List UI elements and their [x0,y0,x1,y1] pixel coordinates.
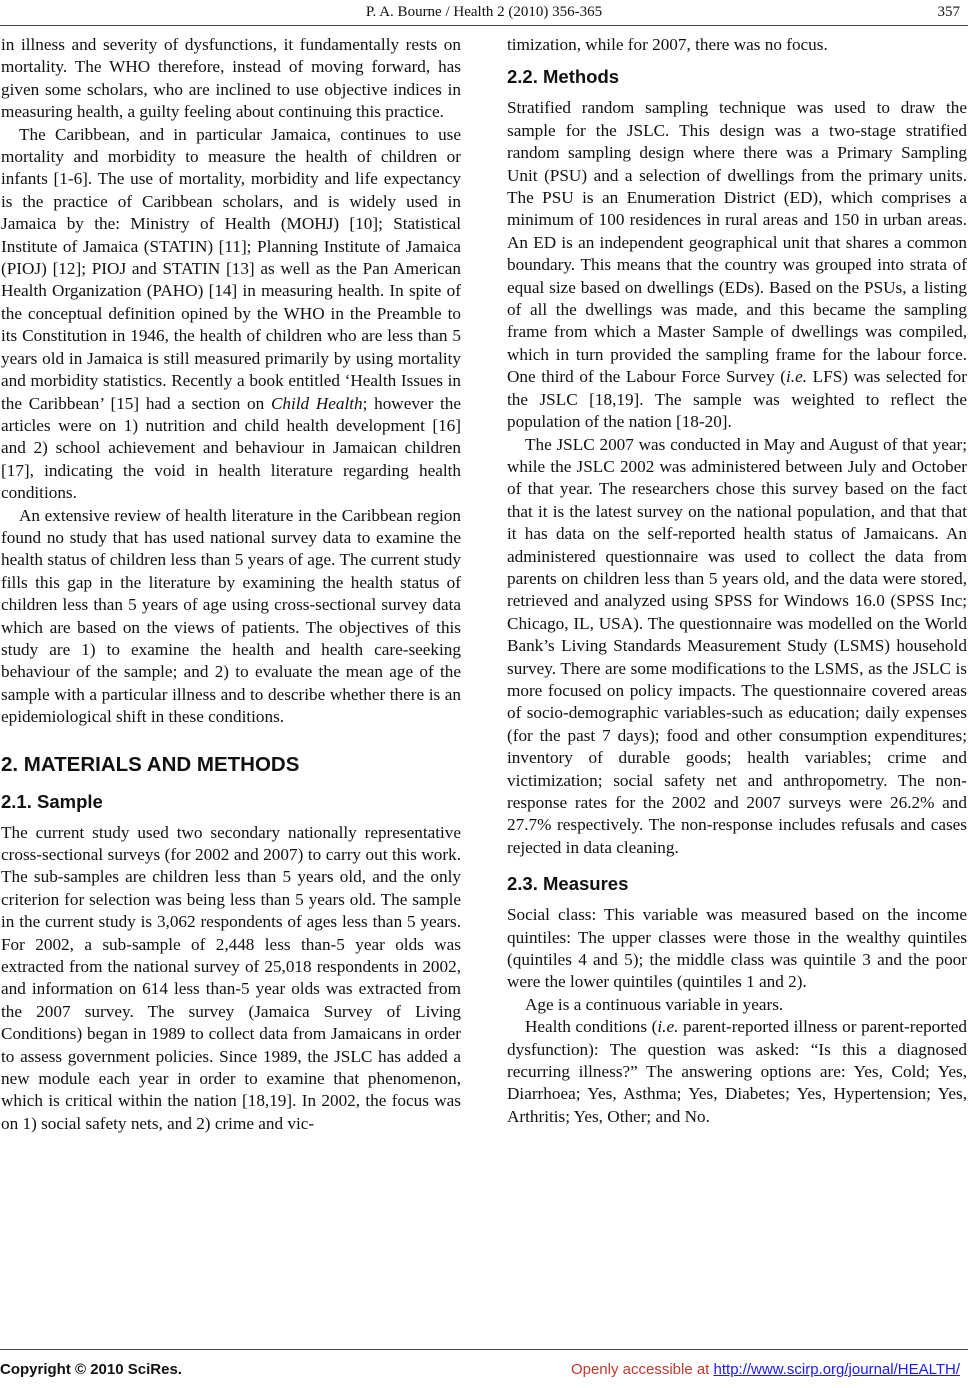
paragraph: Stratified random sampling technique was used to draw the sample for the JSLC. This design was a two-stage stratified random sampling design where there was a Primary Sampling Unit (PSU) and a selection of dwellings from the primary units. The PSU is an Enumeration District (ED), which comprises a minimum of 100 residences in rural areas and 150 in urban areas. An ED is an independent geographical unit that shares a common boundary. This means that the country was grouped into strata of equal size based on dwellings (EDs). Based on the PSUs, a listing of all the dwellings was made, and this became the sampling frame from which a Master Sample of dwellings was compiled, which in turn provided the sampling frame for the labour force. One third of the Labour Force Survey (i.e. LFS) was selected for the JSLC [18,19]. The sample was weighted to reflect the population of the nation [18-20]. [507,98,967,432]
paragraph: An extensive review of health literature in the Caribbean region found no study that has used national survey data to examine the health status of children less than 5 years of age. The current study fills this gap in the literature by examining the health status of children less than 5 years of age using cross-sectional survey data which are based on the views of patients. The objectives of this study are 1) to examine the health and health care-seeking behaviour of the sample; and 2) to evaluate the mean age of the sample with a particular illness and to describe whether there is an epidemiological shift in these conditions. [1,505,461,727]
paragraph: The Caribbean, and in particular Jamaica, continues to use mortality and morbidity to measure the health of children or infants [1-6]. The use of mortality, morbidity and life expectancy is the practice of Caribbean scholars, and is widely used in Jamaica by the: Ministry of Health (MOHJ) [10]; Statistical Institute of Jamaica (STATIN) [11]; Planning Institute of Jamaica (PIOJ) [12]; PIOJ and STATIN [13] as well as the Pan American Health Organization (PAHO) [14] in measuring health. In spite of the conceptual definition opined by the WHO in the Preamble to its Constitution in 1946, the health of children who are less than 5 years old in Jamaica is still measured primarily by using mortality and morbidity statistics. Recently a book entitled ‘Health Issues in the Caribbean’ [15] had a section on Child Health; however the articles were on 1) nutrition and child health development [16] and 2) school achievement and behaviour in Jamaican children [17], indicating the void in health literature regarding health conditions. [1,124,461,503]
access-notice: Openly accessible at http://www.scirp.org/journal/HEALTH/ [570,1361,960,1378]
page-number: 357 [937,4,960,20]
paragraph: Social class: This variable was measured based on the income quintiles: The upper classes were those in the wealthy quintiles (quintiles 4 and 5); the middle class was quintile 3 and the poor were the lower quintiles (quintiles 1 and 2). [507,905,967,992]
paragraph: The JSLC 2007 was conducted in May and August of that year; while the JSLC 2002 was administered between July and October of that year. The researchers chose this survey based on the fact that it is the latest survey on the national population, and that that it has data on the self-reported health status of Jamaicans. An administered questionnaire was used to collect the data from parents on children less than 5 years old, and the data were stored, retrieved and analyzed using SPSS for Windows 16.0 (SPSS Inc; Chicago, IL, USA). The questionnaire was modelled on the World Bank’s Living Standards Measurement Study (LSMS) household survey. There are some modifications to the LSMS, as the JSLC is more focused on policy impacts. The questionnaire covered areas of socio-demographic variables-such as education; daily expenses (for the past 7 days); food and other consumption expenditures; inventory of durable goods; health variables; crime and victimization; social safety net and anthropometry. The non-response rates for the 2002 and 2007 surveys were 26.2% and 27.7% respectively. The non-response includes refusals and cases rejected in data cleaning. [507,434,967,857]
page-footer [0,1353,968,1383]
right-column [507,34,967,1128]
paragraph: in illness and severity of dysfunctions, it fundamentally rests on mortality. The WHO therefore, instead of moving forward, has given some scholars, who are inclined to use objective indices in measuring health, a guilty feeling about continuing this practice. [1,35,461,122]
paragraph: The current study used two secondary nationally representative cross-sectional surveys (for 2002 and 2007) to carry out this work. The sub-samples are children less than 5 years old, and the only criterion for selection was being less than 5 years old. The sample in the current study is 3,062 respondents of ages less than 5 years. For 2002, a sub-sample of 2,448 less than-5 year olds was extracted from the national survey of 25,018 respondents in 2002, and information on 614 less than-5 year olds was extracted from the 2007 survey. The survey (Jamaica Survey of Living Conditions) began in 1989 to collect data from Jamaicans in order to assess government policies. Since 1989, the JSLC has added a new module each year in order to examine that phenomenon, which is critical within the nation [18,19]. In 2002, the focus was on 1) social safety nets, and 2) crime and vic- [1,822,461,1133]
copyright-notice: Copyright © 2010 SciRes. [0,1361,182,1378]
page-header [0,2,968,24]
paragraph: Health conditions (i.e. parent-reported illness or parent-reported dysfunction): The question was asked: “Is this a diagnosed recurring illness?” The answering options are: Yes, Cold; Yes, Diarrhoea; Yes, Asthma; Yes, Diabetes; Yes, Hypertension; Yes, Arthritis; Yes, Other; and No. [507,1017,967,1126]
paragraph: Age is a continuous variable in years. [525,994,784,1014]
running-title: P. A. Bourne / Health 2 (2010) 356-365 [365,4,603,20]
journal-link[interactable]: http://www.scirp.org/journal/HEALTH/ [713,1361,960,1378]
paragraph: timization, while for 2007, there was no focus. [507,35,828,54]
subsection-heading: 2.1. Sample [1,790,103,812]
subsection-heading: 2.3. Measures [507,873,629,895]
subsection-heading: 2.2. Methods [507,66,620,88]
footer-rule [0,1349,968,1350]
header-rule [0,25,968,26]
section-heading: 2. MATERIALS AND METHODS [1,752,300,776]
left-column [1,34,461,1135]
